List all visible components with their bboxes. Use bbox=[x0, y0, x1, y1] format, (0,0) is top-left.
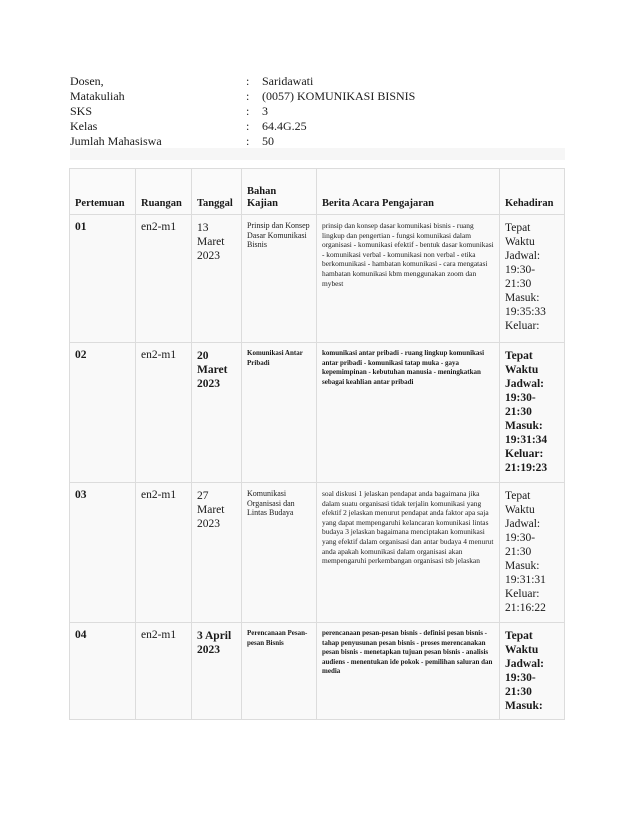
kehadiran-line: Waktu bbox=[505, 504, 535, 516]
kehadiran-line: Keluar: bbox=[505, 588, 540, 600]
kehadiran-line: Masuk: bbox=[505, 292, 540, 304]
date-line: 20 bbox=[197, 350, 209, 362]
cell-tanggal bbox=[192, 483, 242, 623]
kehadiran-line: 21:19:23 bbox=[505, 462, 548, 474]
cell-pertemuan bbox=[70, 215, 136, 343]
header-berita-acara: Berita Acara Pengajaran bbox=[317, 169, 500, 215]
info-colon: : bbox=[246, 134, 250, 148]
date-line: 2023 bbox=[197, 644, 220, 656]
cell-kehadiran bbox=[500, 623, 565, 720]
kehadiran-line: Tepat bbox=[505, 222, 531, 234]
cell-tanggal bbox=[192, 343, 242, 483]
header-kehadiran: Kehadiran bbox=[500, 169, 565, 215]
berita-acara-text: prinsip dan konsep dasar komunikasi bisnis - ruang lingkup dan pengertian - fungsi komunikasi dalam organisasi - komunikasi efektif - bentuk dasar komunikasi - komunikasi verbal - komunikasi non verbal - etika berkomunikasi - hambatan komunikasi - cara mengatasi hambatan komunikasi kbm menggunakan zoom dan mybest bbox=[322, 221, 494, 288]
date-value bbox=[192, 343, 241, 391]
kehadiran-line: 21:30 bbox=[505, 406, 532, 418]
cell-berita-acara bbox=[317, 215, 500, 343]
room-code: en2-m1 bbox=[141, 489, 177, 501]
kehadiran-line: 19:35:33 bbox=[505, 306, 546, 318]
kehadiran-line: Waktu bbox=[505, 644, 539, 656]
cell-pertemuan bbox=[70, 623, 136, 720]
kehadiran-line: Jadwal: bbox=[505, 378, 544, 390]
kehadiran-line: Masuk: bbox=[505, 700, 543, 712]
kehadiran-line: 21:30 bbox=[505, 686, 532, 698]
kehadiran-line: Keluar: bbox=[505, 448, 544, 460]
material-text: Komunikasi Organisasi dan Lintas Budaya bbox=[247, 489, 295, 517]
kehadiran-line: Keluar: bbox=[505, 320, 540, 332]
header-ruangan: Ruangan bbox=[136, 169, 192, 215]
date-line: 13 bbox=[197, 222, 209, 234]
date-line: 2023 bbox=[197, 378, 220, 390]
pertemuan-number: 04 bbox=[75, 629, 87, 641]
date-line: Maret bbox=[197, 236, 225, 248]
kehadiran-line: Tepat bbox=[505, 350, 533, 362]
room-code: en2-m1 bbox=[141, 349, 177, 361]
kehadiran-line: Tepat bbox=[505, 490, 531, 502]
cell-berita-acara bbox=[317, 343, 500, 483]
info-colon: : bbox=[246, 119, 250, 133]
info-label: Jumlah Mahasiswa bbox=[70, 134, 162, 148]
pertemuan-number: 03 bbox=[75, 489, 87, 501]
kehadiran-line: Masuk: bbox=[505, 560, 540, 572]
berita-acara-text: komunikasi antar pribadi - ruang lingkup komunikasi antar pribadi - komunikasi tatap muka - gaya kepemimpinan - kebutuhan manusia - meningkatkan sebagai keahlian antar pribadi bbox=[322, 349, 485, 386]
info-colon: : bbox=[246, 104, 250, 118]
kehadiran-line: Masuk: bbox=[505, 420, 543, 432]
cell-ruangan bbox=[136, 483, 192, 623]
header-bahan-line1: Bahan bbox=[247, 186, 277, 197]
kehadiran-text bbox=[500, 343, 564, 475]
room-code: en2-m1 bbox=[141, 629, 177, 641]
info-value: 64.4G.25 bbox=[262, 119, 307, 133]
table-row bbox=[70, 623, 565, 720]
info-row-dosen bbox=[70, 74, 565, 89]
material-text: Perencanaan Pesan-pesan Bisnis bbox=[247, 629, 308, 647]
date-value bbox=[192, 623, 241, 657]
kehadiran-line: Jadwal: bbox=[505, 518, 541, 530]
cell-tanggal bbox=[192, 215, 242, 343]
kehadiran-line: 21:16:22 bbox=[505, 602, 546, 614]
date-value bbox=[192, 483, 241, 531]
info-row-kelas bbox=[70, 119, 565, 134]
date-line: 2023 bbox=[197, 518, 220, 530]
cell-bahan-kajian bbox=[242, 343, 317, 483]
cell-kehadiran bbox=[500, 343, 565, 483]
info-value: (0057) KOMUNIKASI BISNIS bbox=[262, 89, 416, 103]
info-colon: : bbox=[246, 89, 250, 103]
info-value: 50 bbox=[262, 134, 274, 148]
info-label: Kelas bbox=[70, 119, 98, 133]
berita-acara-text: perencanaan pesan-pesan bisnis - definisi pesan bisnis - tahap penyusunan pesan bisnis - proses merencanakan pesan bisnis - menetapkan tujuan pesan bisnis - analisis audiens - menentukan ide pokok - pemilihan saluran dan media bbox=[322, 629, 493, 676]
course-info bbox=[70, 74, 565, 149]
table-header-row bbox=[70, 169, 565, 215]
date-value bbox=[192, 215, 241, 263]
kehadiran-line: Waktu bbox=[505, 364, 539, 376]
header-pertemuan: Pertemuan bbox=[70, 169, 136, 215]
kehadiran-line: 19:31:34 bbox=[505, 434, 548, 446]
cell-tanggal bbox=[192, 623, 242, 720]
kehadiran-line: 19:30- bbox=[505, 264, 536, 276]
cell-bahan-kajian bbox=[242, 483, 317, 623]
info-divider bbox=[70, 148, 565, 160]
table-row bbox=[70, 343, 565, 483]
header-tanggal: Tanggal bbox=[192, 169, 242, 215]
room-code: en2-m1 bbox=[141, 221, 177, 233]
kehadiran-line: 19:30- bbox=[505, 672, 536, 684]
date-line: 27 bbox=[197, 490, 209, 502]
cell-pertemuan bbox=[70, 483, 136, 623]
info-colon: : bbox=[246, 74, 250, 88]
cell-bahan-kajian bbox=[242, 215, 317, 343]
material-text: Prinsip dan Konsep Dasar Komunikasi Bisnis bbox=[247, 221, 310, 249]
info-value: Saridawati bbox=[262, 74, 314, 88]
kehadiran-line: 19:30- bbox=[505, 392, 536, 404]
pertemuan-number: 02 bbox=[75, 349, 87, 361]
cell-ruangan bbox=[136, 215, 192, 343]
info-row-matakuliah bbox=[70, 89, 565, 104]
header-bahan-line2: Kajian bbox=[247, 198, 278, 209]
cell-kehadiran bbox=[500, 215, 565, 343]
table-row bbox=[70, 483, 565, 623]
material-text: Komunikasi Antar Pribadi bbox=[247, 349, 303, 367]
info-value: 3 bbox=[262, 104, 268, 118]
attendance-table bbox=[69, 168, 565, 720]
cell-berita-acara bbox=[317, 623, 500, 720]
info-row-sks bbox=[70, 104, 565, 119]
cell-berita-acara bbox=[317, 483, 500, 623]
info-label: SKS bbox=[70, 104, 93, 118]
header-bahan-kajian bbox=[242, 169, 317, 215]
date-line: Maret bbox=[197, 364, 228, 376]
kehadiran-line: Tepat bbox=[505, 630, 533, 642]
date-line: 3 April bbox=[197, 630, 232, 642]
kehadiran-line: Jadwal: bbox=[505, 658, 544, 670]
info-label: Dosen, bbox=[70, 74, 104, 88]
date-line: Maret bbox=[197, 504, 225, 516]
kehadiran-line: Waktu bbox=[505, 236, 535, 248]
kehadiran-text bbox=[500, 623, 564, 713]
cell-kehadiran bbox=[500, 483, 565, 623]
kehadiran-line: 21:30 bbox=[505, 546, 532, 558]
kehadiran-line: Jadwal: bbox=[505, 250, 541, 262]
berita-acara-text: soal diskusi 1 jelaskan pendapat anda bagaimana jika dalam suatu organisasi tidak terjalin komunikasi yang efektif 2 jelaskan menurut pendapat anda faktor apa saja yang dapat mempengaruhi kelancaran komunikasi lintas budaya 3 jelaskan bagaimana menciptakan komunikasi yang efektif dalam organisasi dan antar budaya 4 menurut anda apakah komunikasi dalam organisasi akan mempengaruhi perkembangan organisasi tsb jelaskan bbox=[322, 489, 494, 566]
kehadiran-line: 21:30 bbox=[505, 278, 532, 290]
cell-ruangan bbox=[136, 623, 192, 720]
cell-ruangan bbox=[136, 343, 192, 483]
pertemuan-number: 01 bbox=[75, 221, 87, 233]
kehadiran-line: 19:30- bbox=[505, 532, 536, 544]
cell-bahan-kajian bbox=[242, 623, 317, 720]
table-row bbox=[70, 215, 565, 343]
kehadiran-line: 19:31:31 bbox=[505, 574, 546, 586]
kehadiran-text bbox=[500, 215, 564, 333]
info-row-jumlah-mahasiswa bbox=[70, 134, 565, 149]
kehadiran-text bbox=[500, 483, 564, 615]
cell-pertemuan bbox=[70, 343, 136, 483]
info-label: Matakuliah bbox=[70, 89, 125, 103]
date-line: 2023 bbox=[197, 250, 220, 262]
